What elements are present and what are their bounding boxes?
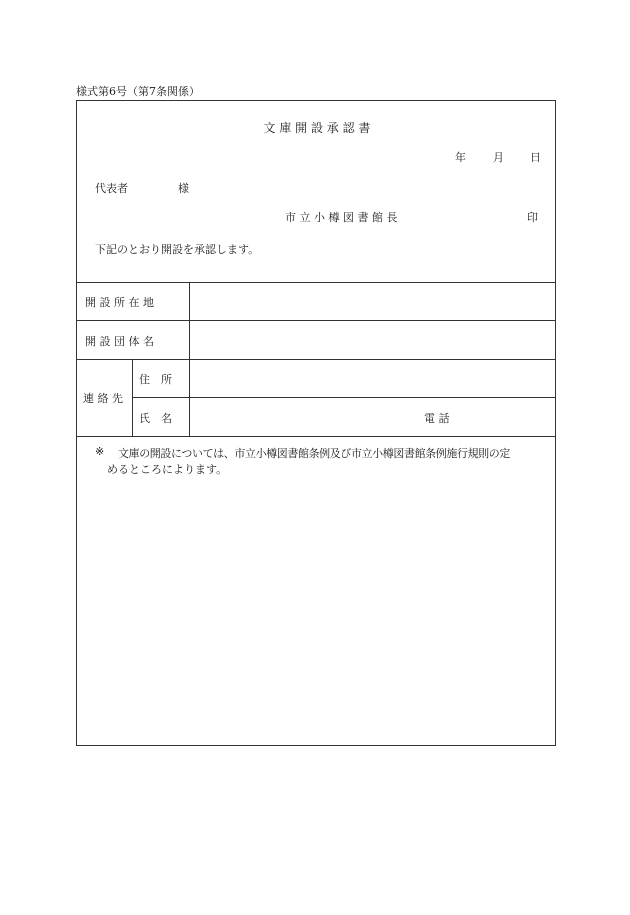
form-number: 様式第6号（第7条関係）	[76, 85, 200, 98]
note-line-2: めるところによります。	[107, 463, 228, 476]
approval-form	[76, 100, 556, 746]
date-month: 月	[493, 151, 504, 164]
name-label: 氏 名	[139, 412, 172, 425]
address-label: 住 所	[139, 373, 172, 386]
table-top-rule	[77, 282, 555, 283]
location-label: 開 設 所 在 地	[85, 296, 154, 309]
phone-label: 電 話	[424, 412, 450, 425]
row-divider	[77, 320, 555, 321]
note-line-1: 文庫の開設については、市立小樽図書館条例及び市立小樽図書館条例施行規則の定	[118, 447, 510, 460]
table-bottom-rule	[77, 436, 555, 437]
group-name-label: 開 設 団 体 名	[85, 335, 154, 348]
label-column-divider	[189, 282, 190, 436]
issuer-name: 市 立 小 樽 図 書 館 長	[285, 211, 398, 224]
addressee-prefix: 代表者	[95, 182, 128, 195]
contact-column-divider	[132, 359, 133, 436]
addressee-suffix: 様	[178, 182, 189, 195]
date-year: 年	[455, 151, 466, 164]
approval-text: 下記のとおり開設を承認します。	[95, 243, 260, 256]
seal-mark: 印	[527, 211, 538, 224]
row-divider	[132, 397, 555, 398]
note-mark: ※	[95, 445, 105, 458]
date-day: 日	[530, 151, 541, 164]
form-title: 文 庫 開 設 承 認 書	[263, 121, 371, 135]
contact-label: 連 絡 先	[83, 392, 123, 405]
row-divider	[77, 359, 555, 360]
